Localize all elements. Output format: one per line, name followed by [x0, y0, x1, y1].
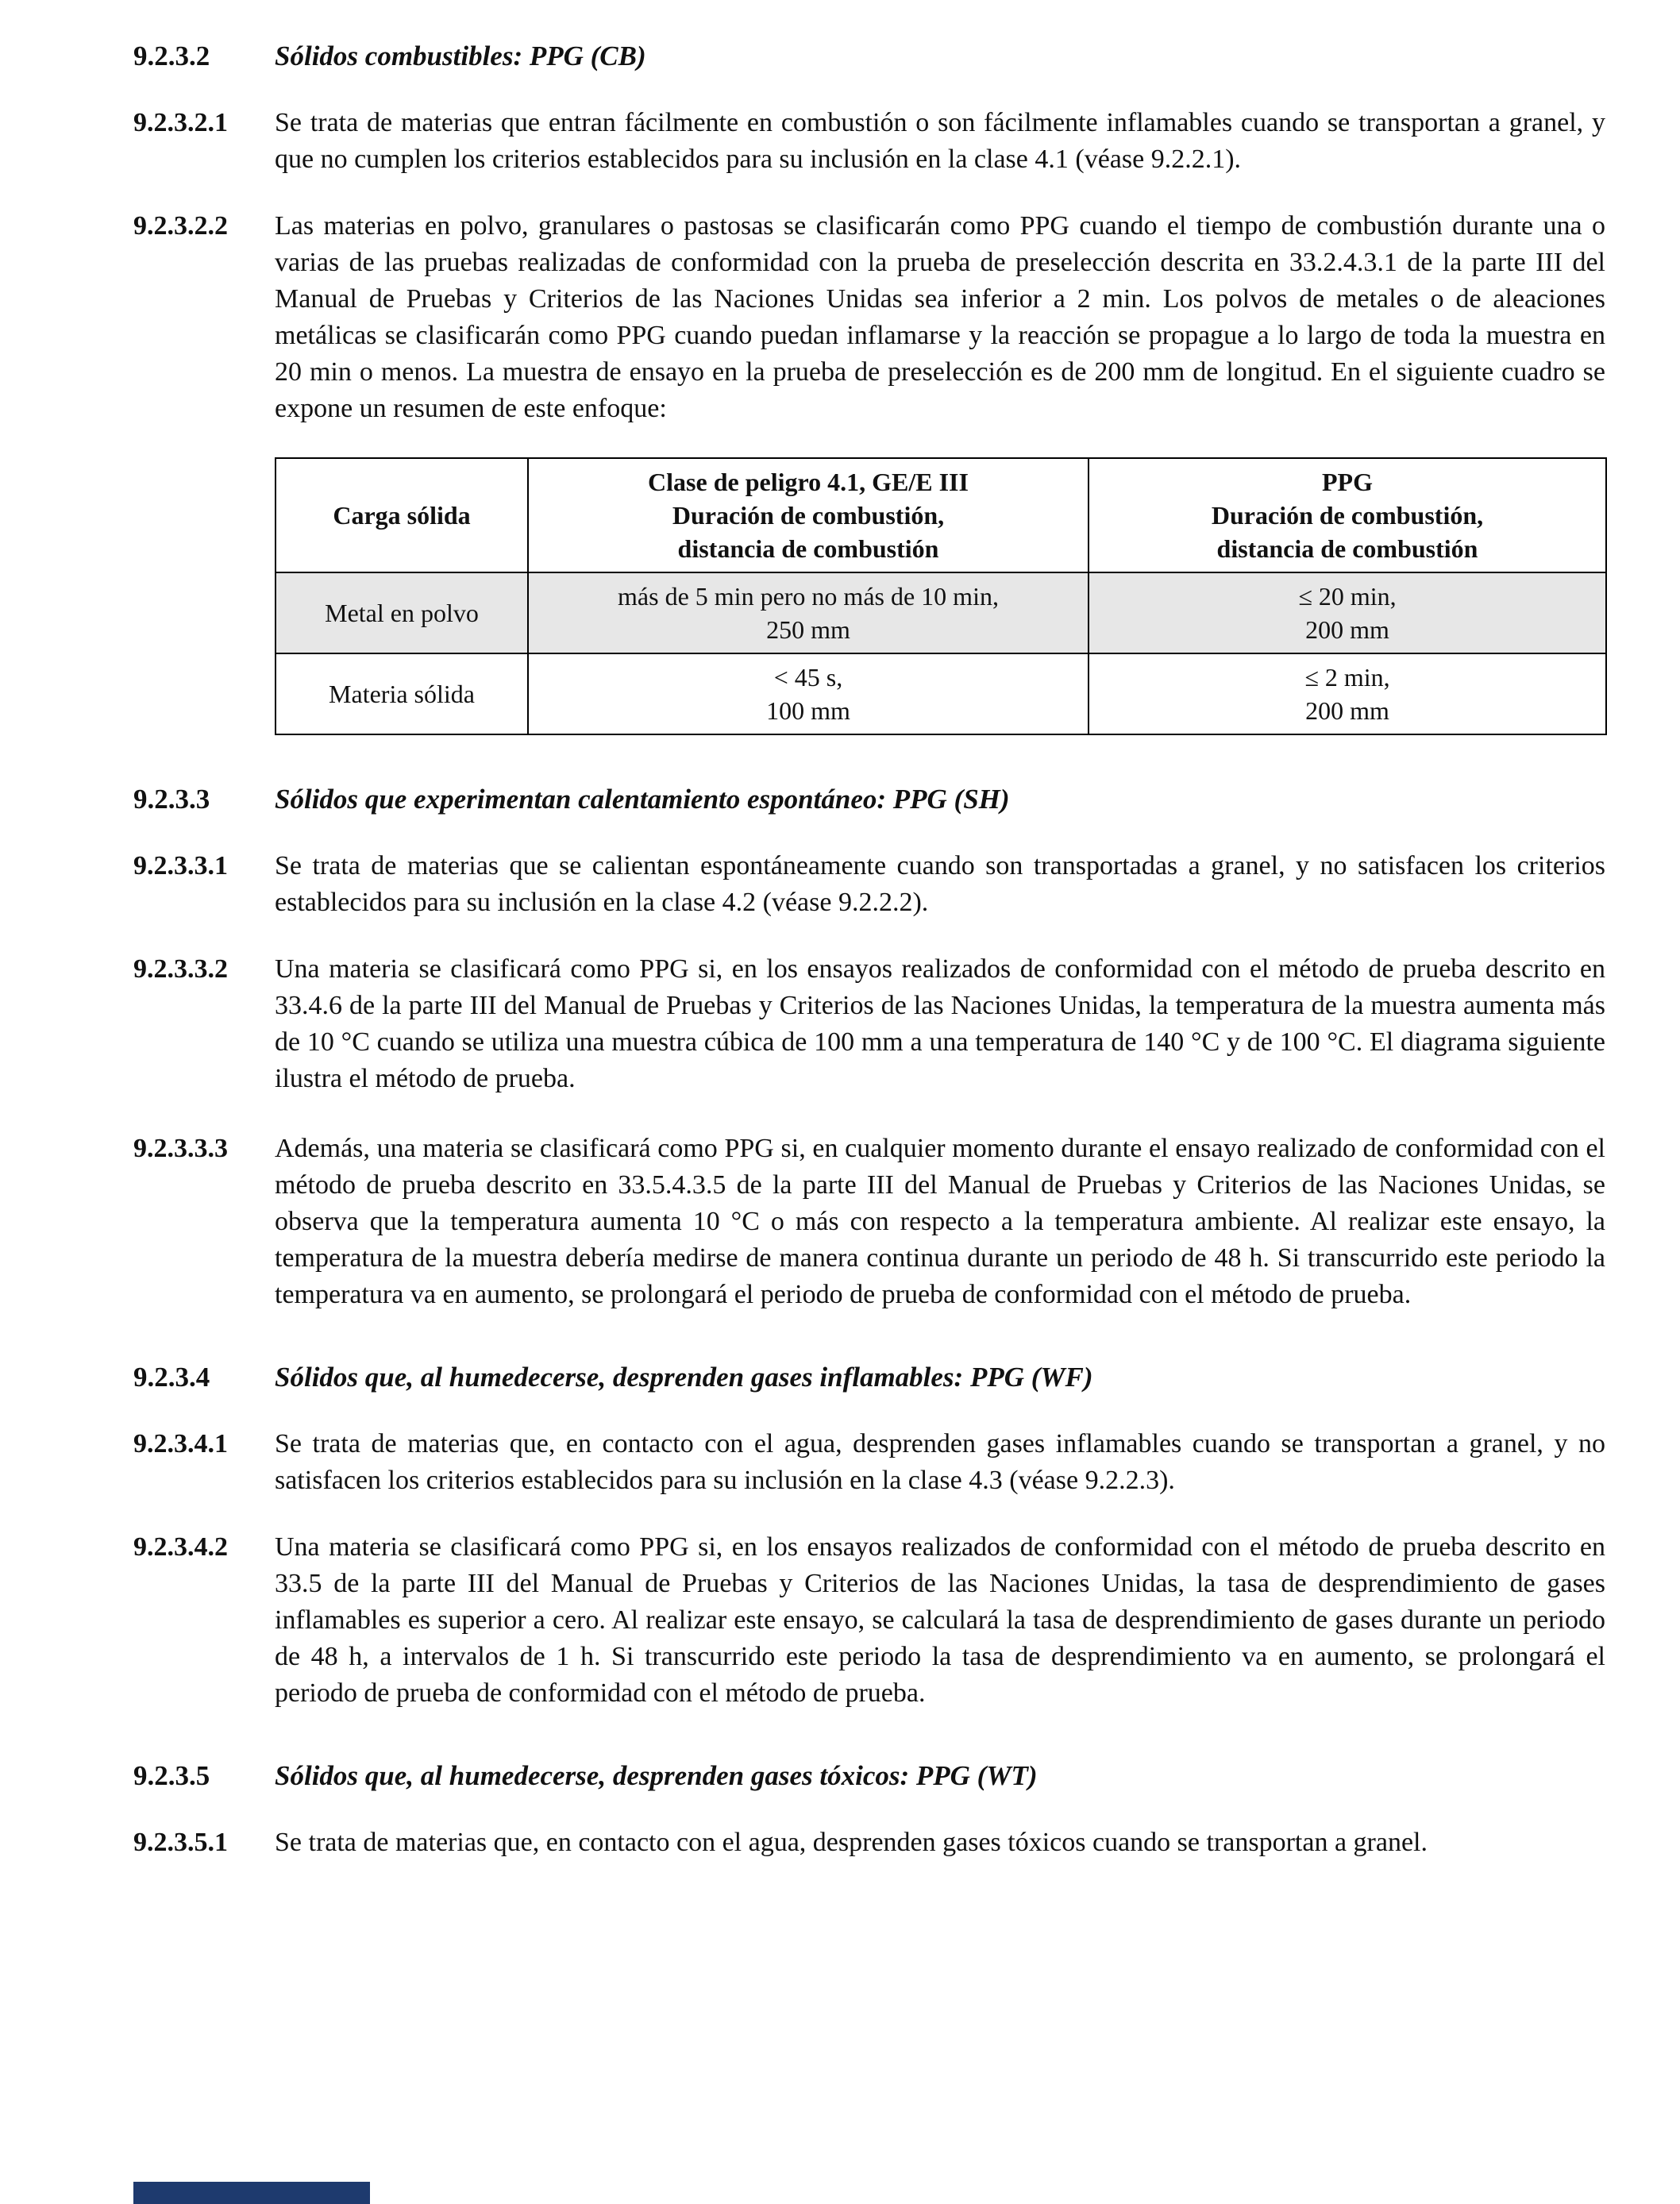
cell-text: Metal en polvo — [325, 599, 479, 627]
header-text-line2: Duración de combustión, — [1211, 501, 1484, 530]
section-heading-9-2-3-2 — [133, 38, 1605, 75]
cell-ppg — [1089, 572, 1606, 653]
paragraph-text: Una materia se clasificará como PPG si, en los ensayos realizados de conformidad con el método de prueba descrito en 33.4.6 de la parte III del Manual de Pruebas y Criterios de las Naciones Unidas, la temperatura de la muestra aumenta más de 10 °C cuando se utiliza una muestra cúbica de 100 mm a una temperatura de 140 °C y de 100 °C. El diagrama siguiente ilustra el método de prueba. — [275, 954, 1605, 1093]
cell-text-line1: ≤ 2 min, — [1304, 663, 1390, 692]
section-heading-9-2-3-5 — [133, 1758, 1605, 1794]
header-text-line2: Duración de combustión, — [672, 501, 945, 530]
paragraph-number: 9.2.3.3.3 — [133, 1134, 228, 1163]
paragraph-text: Las materias en polvo, granulares o pastosas se clasificarán como PPG cuando el tiempo de combustión durante una o varias de las pruebas realizadas de conformidad con la prueba de preselección descrita en 33.2.4.3.1 de la parte III del Manual de Pruebas y Criterios de las Naciones Unidas sea inferior a 2 min. Los polvos de metales o de aleaciones metálicas se clasificarán como PPG cuando puedan inflamarse y la reacción se propague a lo largo de toda la muestra en 20 min o menos. La muestra de ensayo en la prueba de preselección es de 200 mm de longitud. En el siguiente cuadro se expone un resumen de este enfoque: — [275, 211, 1605, 423]
paragraph-number: 9.2.3.5.1 — [133, 1828, 228, 1857]
cell-text-line2: 200 mm — [1305, 615, 1389, 644]
paragraph-9-2-3-2-2 — [133, 208, 1605, 427]
section-number: 9.2.3.2 — [133, 40, 210, 71]
cell-cargo — [276, 653, 528, 734]
section-title: Sólidos que, al humedecerse, desprenden gases inflamables: PPG (WF) — [275, 1362, 1093, 1393]
paragraph-9-2-3-4-2 — [133, 1529, 1605, 1712]
paragraph-text: Se trata de materias que entran fácilmente en combustión o son fácilmente inflamables cuando se transportan a granel, y que no cumplen los criterios establecidos para su inclusión en la clase 4.1 (véase 9.2.2.1). — [275, 108, 1605, 174]
paragraph-text: Una materia se clasificará como PPG si, en los ensayos realizados de conformidad con el método de prueba descrito en 33.5 de la parte III del Manual de Pruebas y Criterios de las Naciones Unidas, la tasa de desprendimiento de gases inflamables es superior a cero. Al realizar este ensayo, se calculará la tasa de desprendimiento de gases durante un periodo de 48 h, a intervalos de 1 h. Si transcurrido este periodo la tasa de desprendimiento va en aumento, se prolongará el periodo de prueba de conformidad con el método de prueba. — [275, 1532, 1605, 1708]
header-cell-ppg — [1089, 458, 1606, 572]
cell-text-line2: 200 mm — [1305, 696, 1389, 725]
cell-text-line1: más de 5 min pero no más de 10 min, — [618, 582, 999, 611]
table-row-metal-powder — [276, 572, 1606, 653]
paragraph-number: 9.2.3.2.2 — [133, 211, 228, 241]
paragraph-text: Se trata de materias que, en contacto con el agua, desprenden gases inflamables cuando se transportan a granel, y no satisfacen los criterios establecidos para su inclusión en la clase 4.3 (véase 9.2.2.3). — [275, 1429, 1605, 1495]
cell-cargo — [276, 572, 528, 653]
paragraph-number: 9.2.3.3.2 — [133, 954, 228, 984]
section-heading-9-2-3-4 — [133, 1359, 1605, 1396]
section-number: 9.2.3.5 — [133, 1760, 210, 1791]
section-title: Sólidos que experimentan calentamiento espontáneo: PPG (SH) — [275, 784, 1010, 815]
paragraph-text: Se trata de materias que, en contacto con el agua, desprenden gases tóxicos cuando se transportan a granel. — [275, 1828, 1428, 1857]
cell-ppg — [1089, 653, 1606, 734]
paragraph-9-2-3-3-2 — [133, 951, 1605, 1097]
paragraph-9-2-3-3-1 — [133, 848, 1605, 921]
cell-text: Materia sólida — [329, 680, 475, 708]
table-header-row — [276, 458, 1606, 572]
paragraph-number: 9.2.3.4.2 — [133, 1532, 228, 1562]
footer-accent-bar — [133, 2182, 370, 2204]
header-cell-cargo — [276, 458, 528, 572]
cell-text-line1: ≤ 20 min, — [1298, 582, 1397, 611]
paragraph-9-2-3-2-1 — [133, 105, 1605, 178]
cell-class-4-1 — [528, 572, 1089, 653]
paragraph-number: 9.2.3.2.1 — [133, 108, 228, 137]
header-text-line1: PPG — [1322, 468, 1373, 496]
section-number: 9.2.3.3 — [133, 784, 210, 815]
cell-text-line2: 100 mm — [766, 696, 850, 725]
header-text: Carga sólida — [333, 501, 471, 530]
header-text-line3: distancia de combustión — [677, 534, 939, 563]
paragraph-9-2-3-3-3 — [133, 1131, 1605, 1313]
paragraph-number: 9.2.3.4.1 — [133, 1429, 228, 1458]
header-text-line1: Clase de peligro 4.1, GE/E III — [648, 468, 969, 496]
paragraph-9-2-3-4-1 — [133, 1426, 1605, 1499]
section-title: Sólidos combustibles: PPG (CB) — [275, 40, 646, 71]
header-cell-class-4-1 — [528, 458, 1089, 572]
combustion-summary-table-wrapper — [275, 457, 1605, 735]
section-number: 9.2.3.4 — [133, 1362, 210, 1393]
table-row-solid-matter — [276, 653, 1606, 734]
header-text-line3: distancia de combustión — [1216, 534, 1478, 563]
section-title: Sólidos que, al humedecerse, desprenden gases tóxicos: PPG (WT) — [275, 1760, 1038, 1791]
paragraph-9-2-3-5-1 — [133, 1824, 1605, 1861]
cell-class-4-1 — [528, 653, 1089, 734]
section-heading-9-2-3-3 — [133, 781, 1605, 818]
paragraph-number: 9.2.3.3.1 — [133, 851, 228, 880]
cell-text-line2: 250 mm — [766, 615, 850, 644]
paragraph-text: Además, una materia se clasificará como PPG si, en cualquier momento durante el ensayo realizado de conformidad con el método de prueba descrito en 33.5.4.3.5 de la parte III del Manual de Pruebas y Criterios de las Naciones Unidas, se observa que la temperatura aumenta 10 °C o más con respecto a la temperatura ambiente. Al realizar este ensayo, la temperatura de la muestra debería medirse de manera continua durante un periodo de 48 h. Si transcurrido este periodo la temperatura va en aumento, se prolongará el periodo de prueba de conformidad con el método de prueba. — [275, 1134, 1605, 1309]
paragraph-text: Se trata de materias que se calientan espontáneamente cuando son transportadas a granel, y no satisfacen los criterios establecidos para su inclusión en la clase 4.2 (véase 9.2.2.2). — [275, 851, 1605, 917]
combustion-summary-table — [275, 457, 1607, 735]
cell-text-line1: < 45 s, — [773, 663, 843, 692]
